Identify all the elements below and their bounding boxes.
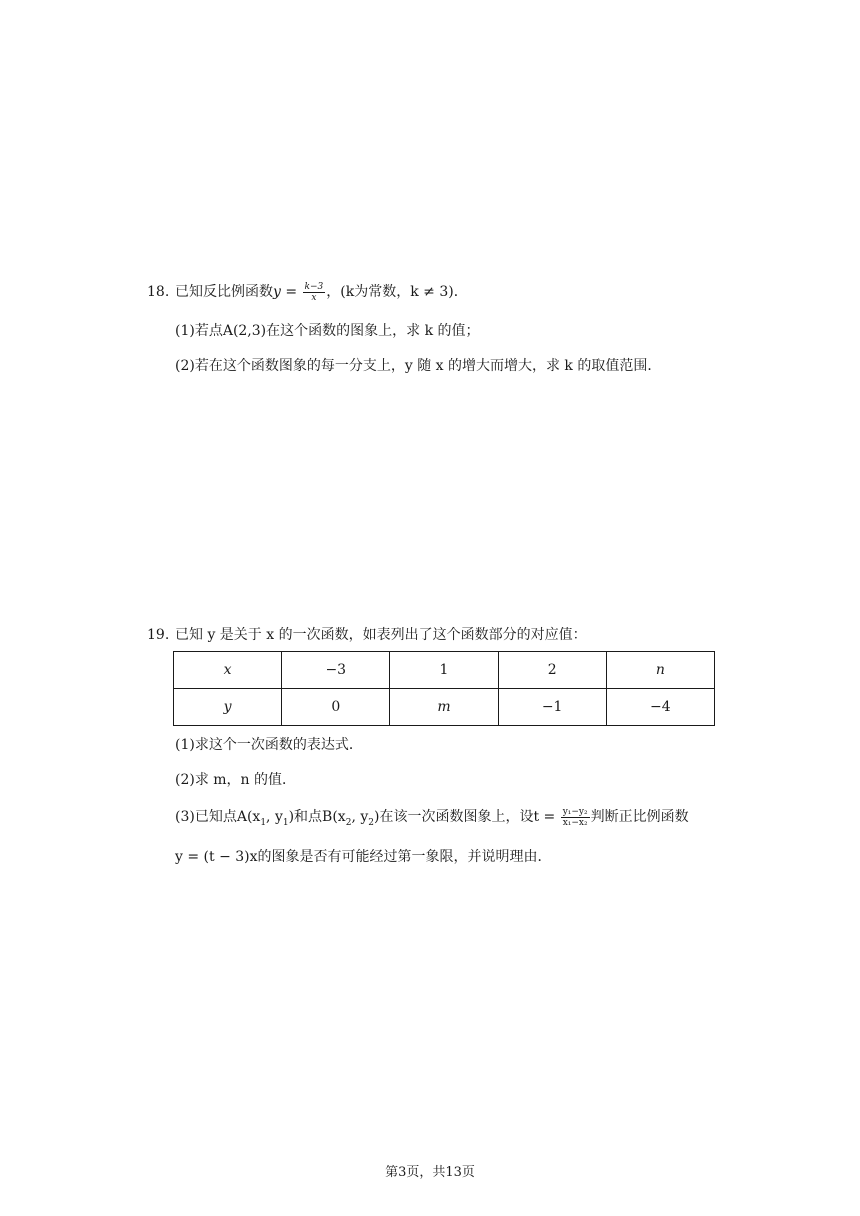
q18-stem <box>147 281 468 303</box>
q19-stem <box>147 624 587 646</box>
q18-stem-y: y = <box>273 284 302 300</box>
q19-part3-e: )在该一次函数图象上，设t = <box>373 809 560 825</box>
table-cell: m <box>390 689 498 726</box>
q19-part3-a: (3)已知点A(x <box>175 809 261 825</box>
q19-frac-den: x₁−x₂ <box>562 817 588 828</box>
table-row <box>174 689 715 726</box>
q19-part3-c: )和点B(x <box>288 809 346 825</box>
q19-number: 19. <box>147 627 170 643</box>
q19-part3-b: , y <box>266 809 283 825</box>
q19-fraction <box>561 807 590 828</box>
q19-part2: (2)求 m，n 的值． <box>175 772 297 788</box>
subscript: 1 <box>260 817 267 828</box>
q18-number: 18. <box>147 284 170 300</box>
q19-part3-d: , y <box>351 809 369 825</box>
q19-stem-text: 已知 y 是关于 x 的一次函数，如表列出了这个函数部分的对应值： <box>175 627 587 643</box>
table-cell: 0 <box>282 689 390 726</box>
subscript: 2 <box>345 817 352 828</box>
q18-frac-num: k−3 <box>304 281 324 292</box>
q18-fraction <box>303 282 326 303</box>
table-cell: x <box>174 652 282 689</box>
table-cell: −4 <box>606 689 714 726</box>
table-cell: y <box>174 689 282 726</box>
q18-part2: (2)若在这个函数图象的每一分支上，y 随 x 的增大而增大，求 k 的取值范围． <box>175 358 662 374</box>
table-row <box>174 652 715 689</box>
q18-stem-prefix: 已知反比例函数 <box>175 284 273 300</box>
table-cell: n <box>606 652 714 689</box>
table-cell: −1 <box>498 689 606 726</box>
q19-part3-f: 判断正比例函数 <box>590 809 689 825</box>
subscript: 2 <box>368 817 374 828</box>
page-footer: 第3页，共13页 <box>385 1165 475 1180</box>
q18-stem-suffix: ，(k为常数，k ≠ 3)． <box>326 284 468 300</box>
subscript: 1 <box>282 817 289 828</box>
q19-part3 <box>175 806 689 834</box>
table-cell: 2 <box>498 652 606 689</box>
q18-part1: (1)若点A(2,3)在这个函数的图象上，求 k 的值； <box>175 323 480 339</box>
table-cell: −3 <box>282 652 390 689</box>
q19-value-table <box>173 651 715 726</box>
q18-frac-den: x <box>311 292 317 303</box>
table-cell: 1 <box>390 652 498 689</box>
q19-part1: (1)求这个一次函数的表达式． <box>175 737 363 753</box>
q19-frac-num: y₁−y₂ <box>562 806 588 817</box>
q19-part3-line2: y = (t − 3)x的图象是否有可能经过第一象限，并说明理由． <box>175 849 552 865</box>
